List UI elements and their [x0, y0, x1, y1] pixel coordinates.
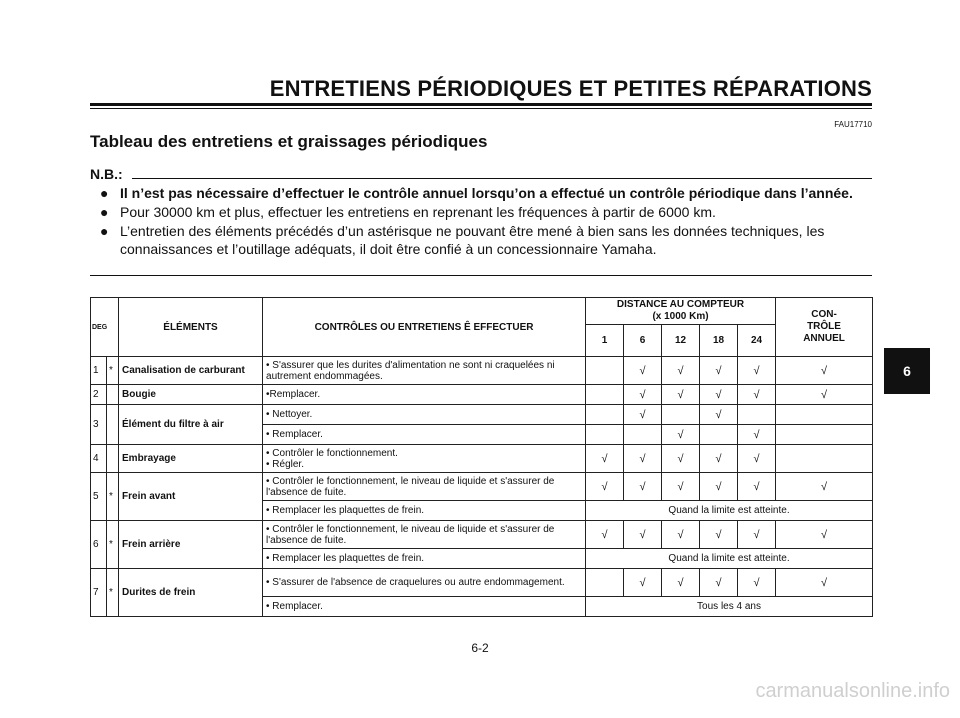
task-text: • Remplacer les plaquettes de frein.: [263, 501, 586, 521]
task-text: • Remplacer.: [263, 597, 586, 617]
task-text: • Remplacer.: [263, 425, 586, 445]
task-text: •Remplacer.: [263, 385, 586, 405]
check-cell: [776, 445, 873, 473]
check-mark-icon: √: [753, 428, 760, 441]
check-mark-icon: √: [821, 388, 828, 401]
row-number: 7: [91, 569, 107, 617]
element-name: Élément du filtre à air: [119, 405, 263, 445]
check-mark-icon: √: [753, 528, 760, 541]
check-cell: [662, 445, 700, 473]
check-cell: [624, 473, 662, 501]
check-mark-icon: √: [715, 576, 722, 589]
check-cell: [700, 473, 738, 501]
section-title: Tableau des entretiens et graissages périodiques: [90, 132, 488, 151]
row-number: 3: [91, 405, 107, 445]
check-cell: [738, 521, 776, 549]
check-cell: [776, 425, 873, 445]
element-name: Bougie: [119, 385, 263, 405]
task-text: • Contrôler le fonctionnement, le niveau de liquide et s'assurer de l'absence de fuite.: [263, 521, 586, 549]
check-mark-icon: √: [753, 576, 760, 589]
element-name: Embrayage: [119, 445, 263, 473]
check-cell: [776, 357, 873, 385]
header-deg: DEG: [91, 298, 119, 357]
check-cell: [738, 385, 776, 405]
check-cell: [776, 569, 873, 597]
row-number: 2: [91, 385, 107, 405]
check-mark-icon: √: [677, 428, 684, 441]
note-item: [100, 184, 872, 202]
check-cell: [624, 445, 662, 473]
check-mark-icon: √: [677, 528, 684, 541]
note-item: [100, 203, 872, 221]
page-number: 6-2: [471, 641, 489, 655]
header-annual-line2: TRÔLE: [807, 321, 841, 332]
note-text: L’entretien des éléments précédés d’un astérisque ne pouvant être mené à bien sans les données techniques, les connaissances et l’outillage adéquats, il doit être confié à un concessionnaire Yamaha.: [120, 223, 825, 257]
dealer-only-marker: *: [107, 569, 119, 617]
check-mark-icon: √: [639, 408, 646, 421]
check-mark-icon: √: [677, 388, 684, 401]
note-item: [100, 222, 872, 258]
check-cell: [700, 385, 738, 405]
check-cell: [586, 521, 624, 549]
check-cell: [624, 425, 662, 445]
dealer-only-marker: *: [107, 473, 119, 521]
check-mark-icon: √: [821, 364, 828, 377]
check-cell: [700, 569, 738, 597]
check-cell: [738, 405, 776, 425]
header-km-12: 12: [662, 325, 700, 357]
check-mark-icon: √: [715, 408, 722, 421]
bullet-icon: ●: [100, 223, 109, 239]
check-cell: [776, 405, 873, 425]
dealer-only-marker: [107, 385, 119, 405]
row-number: 1: [91, 357, 107, 385]
row-number: 6: [91, 521, 107, 569]
task-text: • Remplacer les plaquettes de frein.: [263, 549, 586, 569]
check-mark-icon: √: [677, 576, 684, 589]
element-name: Frein avant: [119, 473, 263, 521]
bullet-icon: ●: [100, 185, 109, 201]
chapter-tab: 6: [884, 348, 930, 394]
table-row: [91, 473, 873, 501]
check-mark-icon: √: [715, 528, 722, 541]
check-mark-icon: √: [821, 528, 828, 541]
row-number: 5: [91, 473, 107, 521]
check-cell: [624, 569, 662, 597]
element-name: Frein arrière: [119, 521, 263, 569]
header-km-1: 1: [586, 325, 624, 357]
task-text: • Contrôler le fonctionnement. • Régler.: [263, 445, 586, 473]
check-cell: [624, 357, 662, 385]
check-cell: [586, 405, 624, 425]
dealer-only-marker: *: [107, 521, 119, 569]
check-cell: [662, 425, 700, 445]
check-cell: [700, 521, 738, 549]
check-cell: [776, 473, 873, 501]
dealer-only-marker: [107, 445, 119, 473]
check-cell: [662, 521, 700, 549]
dealer-only-marker: *: [107, 357, 119, 385]
header-distance-unit: (x 1000 Km): [652, 311, 709, 322]
table-row: [91, 385, 873, 405]
table-row: [91, 405, 873, 425]
check-mark-icon: √: [601, 452, 608, 465]
maintenance-table: [90, 297, 873, 617]
header-km-18: 18: [700, 325, 738, 357]
check-cell: [700, 445, 738, 473]
check-mark-icon: √: [753, 388, 760, 401]
row-number: 4: [91, 445, 107, 473]
check-cell: [738, 569, 776, 597]
check-cell: [624, 385, 662, 405]
note-text: Il n’est pas nécessaire d’effectuer le contrôle annuel lorsqu’on a effectué un contrôle périodique dans l’année.: [120, 185, 853, 201]
header-annual-line3: ANNUEL: [803, 333, 845, 344]
notes-end-rule: [90, 275, 872, 276]
watermark: carmanualsonline.info: [755, 680, 950, 702]
check-cell: [776, 521, 873, 549]
check-cell: [586, 425, 624, 445]
reference-code: FAU17710: [834, 120, 872, 129]
check-mark-icon: √: [715, 388, 722, 401]
check-cell: [586, 569, 624, 597]
check-cell: [624, 405, 662, 425]
chapter-title: ENTRETIENS PÉRIODIQUES ET PETITES RÉPARATIONS: [269, 76, 872, 101]
check-mark-icon: √: [753, 480, 760, 493]
check-cell: [776, 385, 873, 405]
bullet-icon: ●: [100, 204, 109, 220]
check-mark-icon: √: [639, 480, 646, 493]
check-cell: [662, 405, 700, 425]
interval-note: Quand la limite est atteinte.: [586, 549, 873, 569]
task-text: • S'assurer que les durites d'alimentation ne sont ni craquelées ni autrement endommagées.: [263, 357, 586, 385]
check-cell: [662, 473, 700, 501]
check-mark-icon: √: [639, 452, 646, 465]
check-mark-icon: √: [715, 452, 722, 465]
title-rule-thin: [90, 108, 872, 109]
check-cell: [700, 425, 738, 445]
check-mark-icon: √: [677, 480, 684, 493]
header-distance-label: DISTANCE AU COMPTEUR: [616, 299, 745, 310]
check-cell: [700, 357, 738, 385]
check-cell: [662, 357, 700, 385]
task-text: • Nettoyer.: [263, 405, 586, 425]
check-cell: [586, 385, 624, 405]
table-row: [91, 445, 873, 473]
check-mark-icon: √: [715, 480, 722, 493]
title-rule-thick: [90, 103, 872, 106]
check-mark-icon: √: [715, 364, 722, 377]
dealer-only-marker: [107, 405, 119, 445]
table-row: [91, 357, 873, 385]
header-km-24: 24: [738, 325, 776, 357]
check-cell: [586, 445, 624, 473]
check-mark-icon: √: [821, 576, 828, 589]
header-elements: ÉLÉMENTS: [119, 298, 263, 357]
check-mark-icon: √: [821, 480, 828, 493]
check-mark-icon: √: [677, 364, 684, 377]
header-annual-line1: CON-: [811, 309, 837, 320]
check-cell: [624, 521, 662, 549]
check-mark-icon: √: [677, 452, 684, 465]
check-mark-icon: √: [639, 576, 646, 589]
check-mark-icon: √: [639, 528, 646, 541]
header-km-6: 6: [624, 325, 662, 357]
header-distance: [586, 298, 776, 325]
check-cell: [738, 425, 776, 445]
check-cell: [700, 405, 738, 425]
note-rule: [132, 178, 872, 179]
header-controls: CONTRÔLES OU ENTRETIENS Ê EFFECTUER: [263, 298, 586, 357]
task-text: • Contrôler le fonctionnement, le niveau de liquide et s'assurer de l'absence de fuite.: [263, 473, 586, 501]
check-cell: [738, 357, 776, 385]
note-text: Pour 30000 km et plus, effectuer les entretiens en reprenant les fréquences à partir de 6000 km.: [120, 204, 716, 220]
header-annual: [776, 298, 873, 357]
note-label: N.B.:: [90, 166, 123, 182]
check-cell: [738, 445, 776, 473]
element-name: Canalisation de carburant: [119, 357, 263, 385]
check-mark-icon: √: [639, 388, 646, 401]
element-name: Durites de frein: [119, 569, 263, 617]
check-cell: [586, 357, 624, 385]
table-row: [91, 569, 873, 597]
check-mark-icon: √: [639, 364, 646, 377]
task-text: • S'assurer de l'absence de craquelures ou autre endommagement.: [263, 569, 586, 597]
check-cell: [586, 473, 624, 501]
check-mark-icon: √: [753, 364, 760, 377]
check-cell: [662, 385, 700, 405]
check-mark-icon: √: [601, 480, 608, 493]
interval-note: Tous les 4 ans: [586, 597, 873, 617]
interval-note: Quand la limite est atteinte.: [586, 501, 873, 521]
check-mark-icon: √: [601, 528, 608, 541]
check-cell: [738, 473, 776, 501]
table-row: [91, 521, 873, 549]
check-cell: [662, 569, 700, 597]
notes-list: [100, 184, 872, 259]
check-mark-icon: √: [753, 452, 760, 465]
